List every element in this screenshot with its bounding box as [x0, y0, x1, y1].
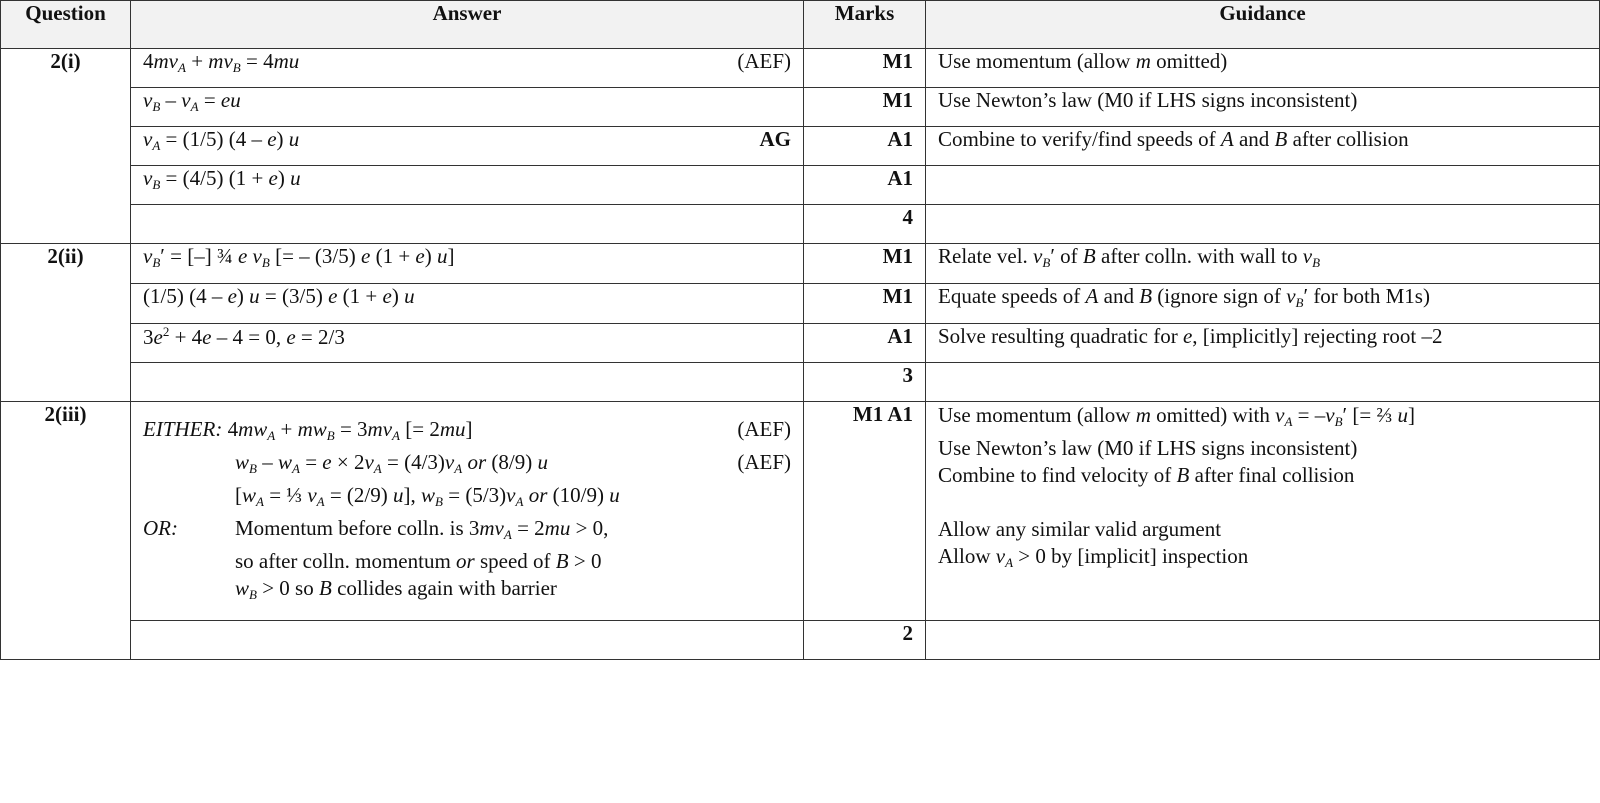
header-marks: Marks — [804, 1, 926, 49]
table-row — [1, 49, 1600, 88]
answer-line: EITHER: $4mw_A + mw_B = 3mv_A$ [= 2mu] (AEF) — [143, 417, 791, 443]
answer-line: $w_B > 0$ so B collides again with barrier — [235, 576, 557, 602]
answer-note: (AEF) — [737, 49, 791, 73]
answer-cell — [131, 284, 804, 324]
marks-cell: A1 — [804, 324, 926, 363]
answer-cell — [131, 363, 804, 402]
guidance-cell — [926, 363, 1600, 402]
guidance-cell: Use Newton’s law (M0 if LHS signs inconsistent) — [926, 88, 1600, 127]
answer-cell — [131, 205, 804, 244]
answer-expression: $v_B = (4/5) (1 + e)$ u — [143, 166, 301, 192]
answer-cell — [131, 324, 804, 363]
or-label: OR: — [143, 516, 178, 540]
either-label: EITHER: — [143, 417, 223, 441]
total-row — [1, 621, 1600, 660]
guidance-cell: Combine to verify/find speeds of A and B after collision — [926, 127, 1600, 166]
total-marks: 2 — [804, 621, 926, 660]
table-row — [1, 284, 1600, 324]
header-answer: Answer — [131, 1, 804, 49]
question-label: 2(iii) — [1, 402, 131, 660]
table-row — [1, 127, 1600, 166]
answer-cell — [131, 49, 804, 88]
guidance-cell: Equate speeds of A and B (ignore sign of $v_B'$ for both M1s) — [926, 284, 1600, 324]
answer-expression: $v_A = (1/5)$ (4 – e) u — [143, 127, 300, 153]
marks-cell: A1 — [804, 166, 926, 205]
answer-expression: $4mv_A + mv_B = 4mu$ — [143, 49, 300, 75]
guidance-cell — [926, 205, 1600, 244]
table-row — [1, 244, 1600, 284]
marks-cell: M1 — [804, 49, 926, 88]
header-row — [1, 1, 1600, 49]
answer-line: so after colln. momentum or speed of B > 0 — [235, 549, 602, 573]
marks-cell: M1 A1 — [804, 402, 926, 621]
guidance-cell — [926, 621, 1600, 660]
answer-line: [$w_A$ = ⅓ $v_A = (2/9)$ u], $w_B = (5/3)v_A$ or (10/9) u — [235, 483, 620, 509]
guidance-cell: Relate vel. $v_B'$ of B after colln. with wall to $v_B$ — [926, 244, 1600, 284]
answer-line: OR: Momentum before colln. is $3mv_A = 2mu > 0$, — [143, 515, 791, 548]
answer-cell — [131, 402, 804, 621]
answer-given-note: AG — [759, 127, 791, 151]
answer-cell — [131, 621, 804, 660]
question-label: 2(i) — [1, 49, 131, 244]
table-row — [1, 324, 1600, 363]
marks-cell: M1 — [804, 244, 926, 284]
total-marks: 3 — [804, 363, 926, 402]
header-guidance: Guidance — [926, 1, 1600, 49]
marks-cell: A1 — [804, 127, 926, 166]
table-row — [1, 88, 1600, 127]
header-question: Question — [1, 1, 131, 49]
answer-expression: $v_B'$ = [–] ¾ e $v_B$ [= – (3/5) e (1 + e) u] — [143, 244, 455, 270]
answer-cell — [131, 127, 804, 166]
marks-cell: M1 — [804, 88, 926, 127]
guidance-cell: Solve resulting quadratic for e, [implicitly] rejecting root –2 — [926, 324, 1600, 363]
answer-expression: $3e^2 + 4e - 4 = 0$, e = 2/3 — [143, 324, 345, 349]
guidance-cell: Use momentum (allow m omitted) with $v_A = -v_B'$ [= ⅔ u] Use Newton’s law (M0 if LHS signs inconsistent) Combine to find velocity of B after final collision Allow any similar valid argument Allow $v_A > 0$ by [implicit] inspection — [926, 402, 1600, 621]
answer-note: (AEF) — [737, 450, 791, 474]
answer-cell — [131, 244, 804, 284]
table-row — [1, 166, 1600, 205]
total-row — [1, 363, 1600, 402]
marks-cell: M1 — [804, 284, 926, 324]
question-label: 2(ii) — [1, 244, 131, 402]
answer-expression: (1/5) (4 – e) u = (3/5) e (1 + e) u — [143, 284, 415, 308]
guidance-cell: Use momentum (allow m omitted) — [926, 49, 1600, 88]
answer-cell — [131, 88, 804, 127]
answer-line: $w_B - w_A = e \times 2v_A = (4/3)v_A$ or (8/9) u (AEF) — [235, 450, 791, 476]
table-row — [1, 402, 1600, 621]
guidance-cell — [926, 166, 1600, 205]
total-row — [1, 205, 1600, 244]
answer-expression: $v_B - v_A$ = eu — [143, 88, 241, 114]
answer-note: (AEF) — [737, 417, 791, 441]
total-marks: 4 — [804, 205, 926, 244]
answer-cell — [131, 166, 804, 205]
